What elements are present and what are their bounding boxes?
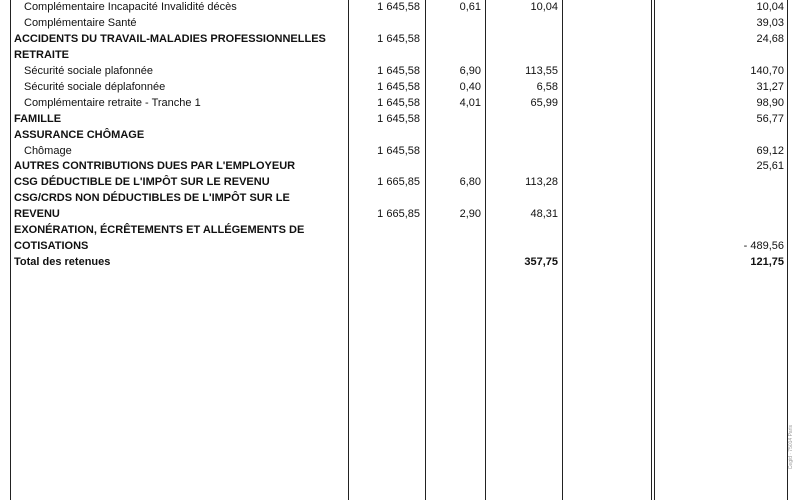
base-value: 1 665,85 (377, 208, 420, 220)
patronal-value: 31,27 (756, 81, 784, 93)
base-value: 1 645,58 (377, 1, 420, 13)
row-label: CSG/CRDS NON DÉDUCTIBLES DE L'IMPÔT SUR LE (14, 192, 290, 204)
row-label: Sécurité sociale plafonnée (24, 65, 154, 77)
base-value: 1 645,58 (377, 97, 420, 109)
printer-note: Cegid · 75014 Paris (788, 425, 794, 470)
taux-value: 0,61 (459, 1, 481, 13)
taux-value: 6,90 (459, 65, 481, 77)
patronal-value: 140,70 (750, 65, 784, 77)
taux-value: 4,01 (459, 97, 481, 109)
table-row (0, 158, 796, 174)
row-label: Complémentaire retraite - Tranche 1 (24, 97, 201, 109)
patronal-value: 25,61 (756, 160, 784, 172)
row-label: COTISATIONS (14, 240, 89, 252)
table-row (0, 127, 796, 143)
base-value: 1 645,58 (377, 81, 420, 93)
row-label: RETRAITE (14, 49, 69, 61)
salarie-value: 113,55 (525, 65, 558, 77)
table-row (0, 15, 796, 31)
row-label: EXONÉRATION, ÉCRÊTEMENTS ET ALLÉGEMENTS DE (14, 224, 305, 236)
table-row (0, 95, 796, 111)
base-value: 1 645,58 (377, 145, 420, 157)
table-row (0, 0, 796, 15)
salarie-value: 6,58 (536, 81, 558, 93)
row-label: Sécurité sociale déplafonnée (24, 81, 166, 93)
total-row (0, 254, 796, 270)
base-value: 1 645,58 (377, 65, 420, 77)
salarie-value: 10,04 (530, 1, 558, 13)
row-label: AUTRES CONTRIBUTIONS DUES PAR L'EMPLOYEUR (14, 160, 296, 172)
row-label: REVENU (14, 208, 60, 220)
patronal-value: 39,03 (756, 17, 784, 29)
patronal-value: 98,90 (756, 97, 784, 109)
table-row (0, 79, 796, 95)
row-label: ASSURANCE CHÔMAGE (14, 129, 145, 141)
row-label: CSG DÉDUCTIBLE DE L'IMPÔT SUR LE REVENU (14, 176, 270, 188)
row-label: Complémentaire Incapacité Invalidité décès (24, 1, 237, 13)
total-patronal-value: 121,75 (750, 256, 784, 268)
table-row (0, 238, 796, 254)
taux-value: 6,80 (459, 176, 481, 188)
table-row (0, 222, 796, 238)
patronal-value: - 489,56 (743, 240, 784, 252)
patronal-value: 56,77 (756, 113, 784, 125)
row-label: ACCIDENTS DU TRAVAIL-MALADIES PROFESSIONNELLES (14, 33, 326, 45)
table-row (0, 190, 796, 206)
row-label: FAMILLE (14, 113, 62, 125)
table-row (0, 174, 796, 190)
patronal-value: 10,04 (756, 1, 784, 13)
base-value: 1 645,58 (377, 33, 420, 45)
row-label: Chômage (24, 145, 72, 157)
taux-value: 0,40 (459, 81, 481, 93)
table-row (0, 206, 796, 222)
table-row (0, 63, 796, 79)
table-row (0, 47, 796, 63)
patronal-value: 24,68 (756, 33, 784, 45)
table-row (0, 31, 796, 47)
total-label: Total des retenues (14, 256, 111, 268)
base-value: 1 665,85 (377, 176, 420, 188)
table-row (0, 143, 796, 159)
salarie-value: 113,28 (525, 176, 558, 188)
base-value: 1 645,58 (377, 113, 420, 125)
patronal-value: 69,12 (756, 145, 784, 157)
taux-value: 2,90 (459, 208, 481, 220)
salarie-value: 65,99 (530, 97, 558, 109)
total-salarie-value: 357,75 (524, 256, 558, 268)
salarie-value: 48,31 (530, 208, 558, 220)
table-row (0, 111, 796, 127)
row-label: Complémentaire Santé (24, 17, 137, 29)
